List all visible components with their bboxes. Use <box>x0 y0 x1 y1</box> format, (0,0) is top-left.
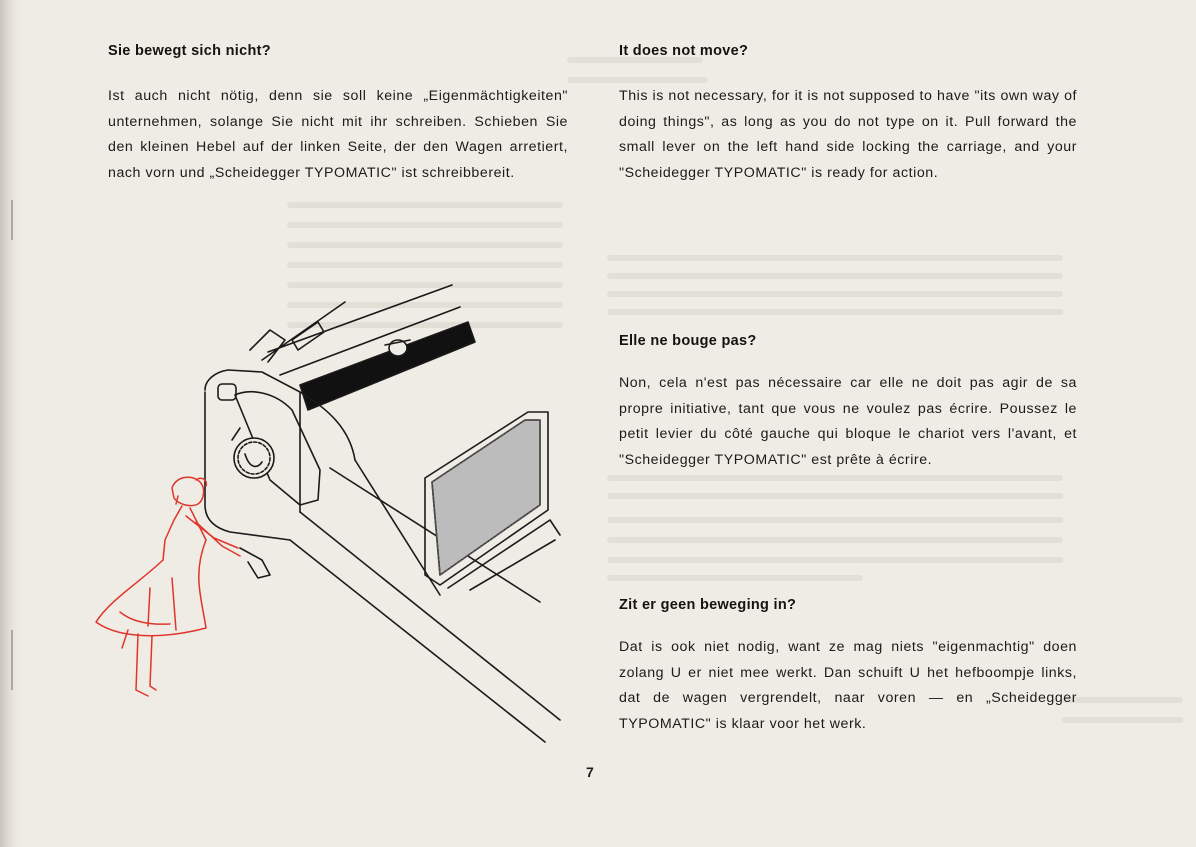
heading-french: Elle ne bouge pas? <box>619 333 757 349</box>
heading-dutch: Zit er geen beweging in? <box>619 597 797 613</box>
page-number: 7 <box>586 764 594 780</box>
body-french: Non, cela n'est pas nécessaire car elle ne doit pas agir de sa propre initiative, tant que vous ne voulez pas écrire. Poussez le petit levier du côté gauche qui bloque le chariot vers l'avant, et "Scheidegger TYPOMATIC" est prête à écrire. <box>619 375 1077 468</box>
body-german: Ist auch nicht nötig, denn sie soll keine „Eigenmächtigkeiten" unternehmen, solange Sie nicht mit ihr schreiben. Schieben Sie den kleinen Hebel auf der linken Seite, der den Wagen arretiert, nach vorn und „Scheidegger TYPOMATIC" ist schreibbereit. <box>108 88 568 181</box>
body-english: This is not necessary, for it is not supposed to have "its own way of doing things", as long as you do not type on it. Pull forward the small lever on the left hand side locking the carriage, and your "Scheidegger TYPOMATIC" is ready for action. <box>619 88 1077 181</box>
heading-german: Sie bewegt sich nicht? <box>108 43 271 59</box>
heading-english: It does not move? <box>619 43 749 59</box>
body-dutch: Dat is ook niet nodig, want ze mag niets "eigenmachtig" doen zolang U er niet mee werkt. Dan schuift U het hefboompje links, dat de wagen vergrendelt, naar voren — en „Scheidegger TYPOMATIC" is klaar voor het werk. <box>619 639 1077 732</box>
